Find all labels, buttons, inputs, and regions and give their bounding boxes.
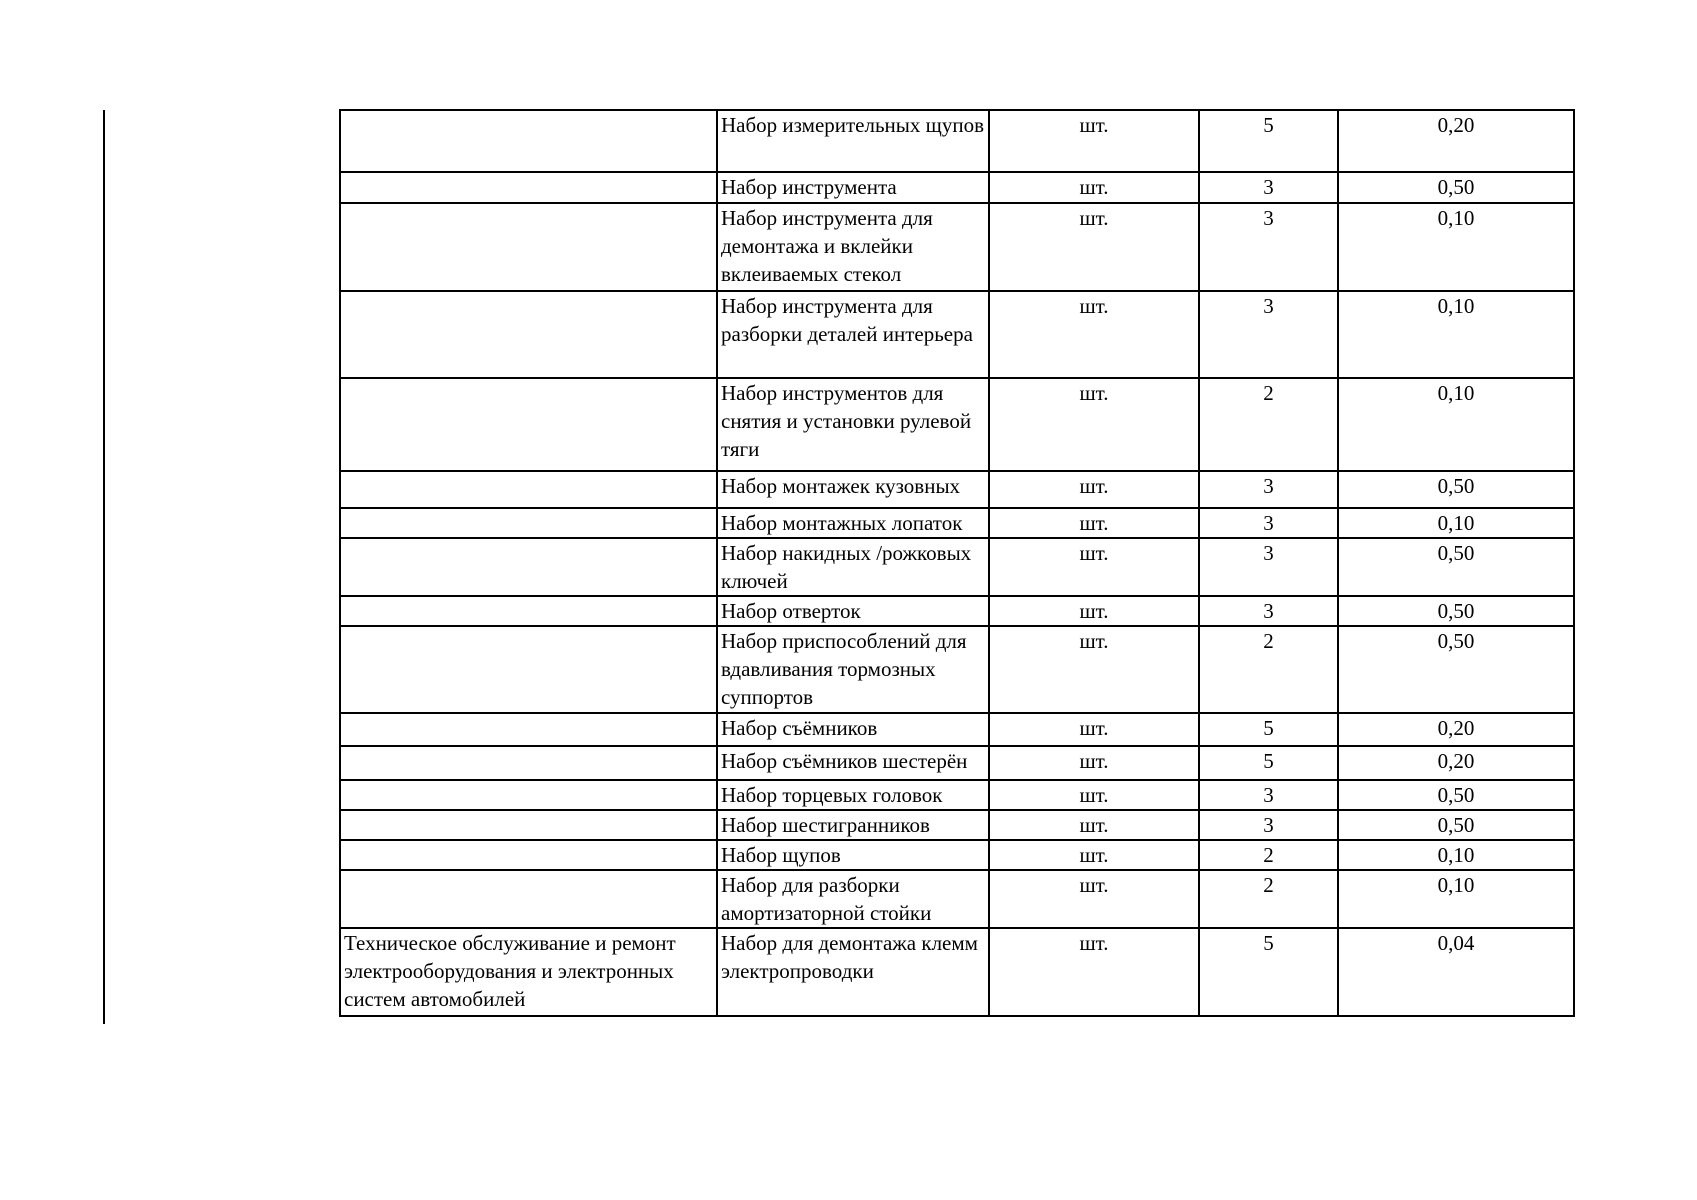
table-row <box>340 870 1574 928</box>
quantity-cell: 2 <box>1199 626 1338 713</box>
table-body <box>340 110 1574 1016</box>
item-name-cell: Набор монтажек кузовных <box>717 471 989 508</box>
unit-cell: шт. <box>989 746 1199 780</box>
item-name-cell: Набор торцевых головок <box>717 780 989 810</box>
quantity-cell: 3 <box>1199 780 1338 810</box>
coefficient-cell: 0,20 <box>1338 746 1574 780</box>
item-name-cell: Набор инструментов для снятия и установки рулевой тяги <box>717 378 989 471</box>
section-cell <box>340 508 717 538</box>
section-cell <box>340 172 717 203</box>
table-row <box>340 378 1574 471</box>
quantity-cell: 3 <box>1199 508 1338 538</box>
table-row <box>340 840 1574 870</box>
quantity-cell: 5 <box>1199 746 1338 780</box>
table-row <box>340 110 1574 172</box>
quantity-cell: 2 <box>1199 840 1338 870</box>
section-cell <box>340 713 717 746</box>
coefficient-cell: 0,50 <box>1338 596 1574 626</box>
item-name-cell: Набор для демонтажа клемм электропроводки <box>717 928 989 1016</box>
unit-cell: шт. <box>989 780 1199 810</box>
table-row <box>340 780 1574 810</box>
coefficient-cell: 0,10 <box>1338 870 1574 928</box>
quantity-cell: 3 <box>1199 596 1338 626</box>
section-title-cell: Техническое обслуживание и ремонт электрооборудования и электронных систем автомобилей <box>340 928 717 1016</box>
unit-cell: шт. <box>989 713 1199 746</box>
quantity-cell: 3 <box>1199 810 1338 840</box>
section-cell <box>340 471 717 508</box>
section-cell <box>340 810 717 840</box>
quantity-cell: 5 <box>1199 713 1338 746</box>
equipment-table <box>339 109 1575 1017</box>
item-name-cell: Набор инструмента для демонтажа и вклейки вклеиваемых стекол <box>717 203 989 291</box>
table-row <box>340 596 1574 626</box>
unit-cell: шт. <box>989 626 1199 713</box>
coefficient-cell: 0,20 <box>1338 713 1574 746</box>
section-cell <box>340 870 717 928</box>
unit-cell: шт. <box>989 471 1199 508</box>
item-name-cell: Набор отверток <box>717 596 989 626</box>
quantity-cell: 3 <box>1199 538 1338 596</box>
coefficient-cell: 0,10 <box>1338 291 1574 378</box>
section-cell <box>340 596 717 626</box>
table-row <box>340 746 1574 780</box>
table-row <box>340 172 1574 203</box>
section-cell <box>340 203 717 291</box>
coefficient-cell: 0,20 <box>1338 110 1574 172</box>
item-name-cell: Набор съёмников <box>717 713 989 746</box>
unit-cell: шт. <box>989 810 1199 840</box>
item-name-cell: Набор съёмников шестерён <box>717 746 989 780</box>
table-row-section <box>340 928 1574 1016</box>
table-row <box>340 508 1574 538</box>
coefficient-cell: 0,50 <box>1338 538 1574 596</box>
table-row <box>340 291 1574 378</box>
table-row <box>340 203 1574 291</box>
coefficient-cell: 0,50 <box>1338 626 1574 713</box>
item-name-cell: Набор щупов <box>717 840 989 870</box>
item-name-cell: Набор накидных /рожковых ключей <box>717 538 989 596</box>
unit-cell: шт. <box>989 172 1199 203</box>
coefficient-cell: 0,10 <box>1338 508 1574 538</box>
unit-cell: шт. <box>989 596 1199 626</box>
table-row <box>340 810 1574 840</box>
coefficient-cell: 0,50 <box>1338 810 1574 840</box>
coefficient-cell: 0,50 <box>1338 172 1574 203</box>
item-name-cell: Набор измерительных щупов <box>717 110 989 172</box>
coefficient-cell: 0,10 <box>1338 203 1574 291</box>
unit-cell: шт. <box>989 203 1199 291</box>
table-row <box>340 626 1574 713</box>
margin-line <box>103 110 105 1024</box>
unit-cell: шт. <box>989 378 1199 471</box>
unit-cell: шт. <box>989 928 1199 1016</box>
section-cell <box>340 780 717 810</box>
item-name-cell: Набор инструмента для разборки деталей интерьера <box>717 291 989 378</box>
table-row <box>340 471 1574 508</box>
section-cell <box>340 291 717 378</box>
item-name-cell: Набор инструмента <box>717 172 989 203</box>
coefficient-cell: 0,50 <box>1338 780 1574 810</box>
coefficient-cell: 0,10 <box>1338 840 1574 870</box>
unit-cell: шт. <box>989 110 1199 172</box>
section-cell <box>340 840 717 870</box>
coefficient-cell: 0,50 <box>1338 471 1574 508</box>
section-cell <box>340 110 717 172</box>
quantity-cell: 3 <box>1199 291 1338 378</box>
section-cell <box>340 626 717 713</box>
unit-cell: шт. <box>989 870 1199 928</box>
quantity-cell: 2 <box>1199 870 1338 928</box>
item-name-cell: Набор монтажных лопаток <box>717 508 989 538</box>
table-row <box>340 713 1574 746</box>
quantity-cell: 5 <box>1199 110 1338 172</box>
quantity-cell: 3 <box>1199 172 1338 203</box>
item-name-cell: Набор приспособлений для вдавливания тормозных суппортов <box>717 626 989 713</box>
item-name-cell: Набор шестигранников <box>717 810 989 840</box>
item-name-cell: Набор для разборки амортизаторной стойки <box>717 870 989 928</box>
coefficient-cell: 0,04 <box>1338 928 1574 1016</box>
quantity-cell: 5 <box>1199 928 1338 1016</box>
section-cell <box>340 378 717 471</box>
section-cell <box>340 746 717 780</box>
unit-cell: шт. <box>989 840 1199 870</box>
table-row <box>340 538 1574 596</box>
unit-cell: шт. <box>989 538 1199 596</box>
coefficient-cell: 0,10 <box>1338 378 1574 471</box>
quantity-cell: 2 <box>1199 378 1338 471</box>
quantity-cell: 3 <box>1199 471 1338 508</box>
unit-cell: шт. <box>989 291 1199 378</box>
section-cell <box>340 538 717 596</box>
quantity-cell: 3 <box>1199 203 1338 291</box>
unit-cell: шт. <box>989 508 1199 538</box>
